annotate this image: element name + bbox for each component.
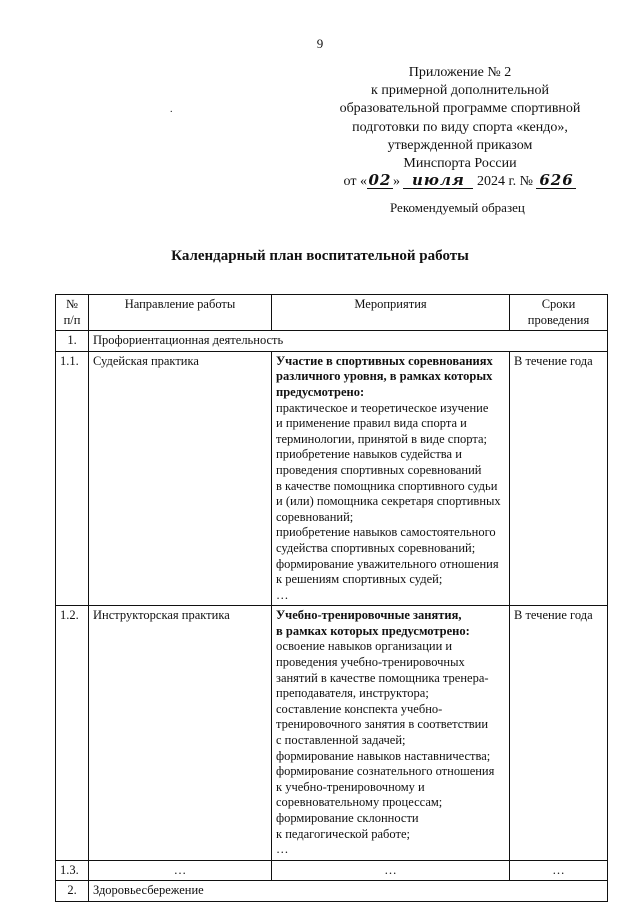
row-direction: Судейская практика: [89, 351, 272, 606]
handwritten-number: 626: [536, 173, 576, 189]
table-row: [56, 860, 608, 881]
section-row: [56, 331, 608, 352]
row-dates: …: [510, 860, 608, 881]
row-dates: В течение года: [510, 351, 608, 606]
appendix-header: [300, 64, 620, 191]
page-number: 9: [316, 36, 324, 51]
date-mid: »: [392, 174, 400, 190]
row-events: …: [272, 860, 510, 881]
section-title: Здоровьесбережение: [89, 881, 608, 902]
table-header-row: [56, 295, 608, 331]
order-date-line: [300, 173, 620, 191]
appendix-line: Приложение № 2: [408, 65, 512, 80]
appendix-line: к примерной дополнительной: [371, 83, 549, 99]
section-row: [56, 881, 608, 902]
row-events: [272, 606, 510, 861]
handwritten-day: 02: [368, 171, 392, 190]
row-num: 1.2.: [56, 606, 89, 861]
stray-mark: .: [170, 104, 173, 115]
table-row: [56, 606, 608, 861]
row-num: 1.1.: [56, 351, 89, 606]
recommended-sample-label: Рекомендуемый образец: [390, 200, 525, 215]
header-dates: Сроки проведения: [510, 295, 608, 331]
section-title: Профориентационная деятельность: [89, 331, 608, 352]
appendix-line: подготовки по виду спорта «кендо»,: [352, 119, 568, 135]
appendix-line: образовательной программе спортивной: [339, 101, 581, 117]
events-heading: Участие в спортивных соревнованиях различного уровня, в рамках которых предусмотрено:: [276, 353, 493, 399]
row-events: [272, 351, 510, 606]
section-num: 2.: [56, 881, 89, 902]
row-direction: …: [89, 860, 272, 881]
section-num: 1.: [56, 331, 89, 352]
table-row: [56, 351, 608, 606]
events-list: освоение навыков организации и проведения учебно-тренировочных занятий в качестве помощника тренера- преподавателя, инструктора; составление конспекта учебно- тренировочного занятия в соответствии с поставленной задачей; формирование навыков наставничества; формирование сознательного отношения к учебно-тренировочному и соревновательному процессам; формирование склонности к педагогической работе; …: [276, 639, 495, 857]
row-num: 1.3.: [56, 860, 89, 881]
calendar-plan-table: [55, 294, 608, 902]
events-heading: Учебно-тренировочные занятия, в рамках которых предусмотрено:: [276, 608, 470, 638]
row-dates: В течение года: [510, 606, 608, 861]
date-year: 2024 г. №: [476, 174, 533, 190]
appendix-line: утвержденной приказом: [387, 137, 533, 153]
header-direction: Направление работы: [89, 295, 272, 331]
appendix-line: Минспорта России: [403, 156, 517, 172]
document-title: Календарный план воспитательной работы: [171, 248, 469, 264]
row-direction: Инструкторская практика: [89, 606, 272, 861]
header-num: № п/п: [56, 295, 89, 331]
handwritten-month: июля: [403, 173, 473, 189]
events-list: практическое и теоретическое изучение и применение правил вида спорта и терминологии, принятой в виде спорта; приобретение навыков судейства и проведения спортивных соревнований в качестве помощника спортивного судьи и (или) помощника секретаря спортивных соревнований; приобретение навыков самостоятельного судейства спортивных соревнований; формирование уважительного отношения к решениям спортивных судей; …: [276, 400, 501, 602]
date-prefix: от «: [343, 174, 367, 190]
header-events: Мероприятия: [272, 295, 510, 331]
